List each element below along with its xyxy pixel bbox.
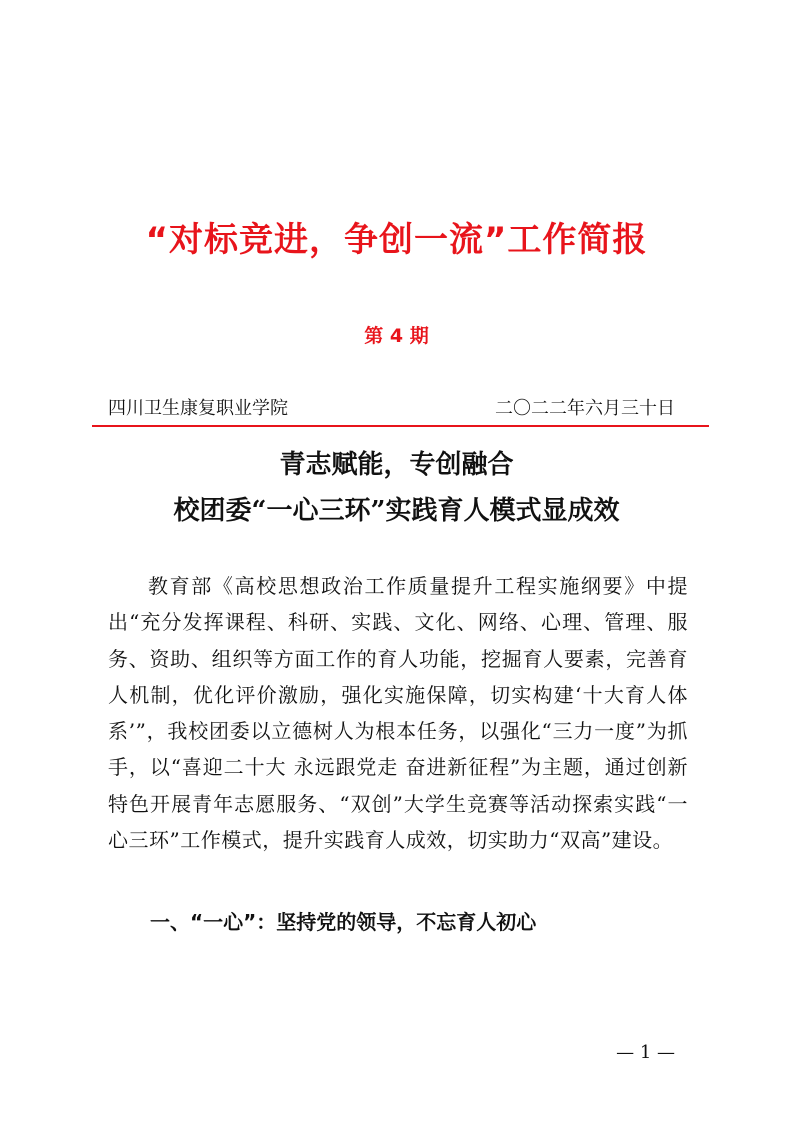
article-paragraph: 教育部《高校思想政治工作质量提升工程实施纲要》中提出“充分发挥课程、科研、实践、文化、网络、心理、管理、服务、资助、组织等方面工作的育人功能，挖掘育人要素，完善育人机制，优化评价激励，强化实施保障，切实构建‘十大育人体系’”，我校团委以立德树人为根本任务，以强化“三力一度”为抓手，以“喜迎二十大 永远跟党走 奋进新征程”为主题，通过创新特色开展青年志愿服务、“双创”大学生竞赛等活动探索实践“一心三环”工作模式，提升实践育人成效，切实助力“双高”建设。 (108, 574, 688, 853)
bulletin-title: “对标竞进，争创一流”工作简报 (145, 220, 648, 260)
publish-date: 二〇二二年六月三十日 (495, 398, 675, 419)
article-headline-line2: 校团委“一心三环”实践育人模式显成效 (173, 496, 620, 526)
organization-name: 四川卫生康复职业学院 (108, 398, 288, 419)
header-divider (92, 425, 709, 427)
article-headline-line1: 青志赋能，专创融合 (279, 450, 514, 480)
section-heading: 一、“一心”：坚持党的领导，不忘育人初心 (150, 910, 537, 934)
issue-number: 第 4 期 (364, 325, 429, 347)
page-number: — 1 — (616, 1042, 675, 1063)
